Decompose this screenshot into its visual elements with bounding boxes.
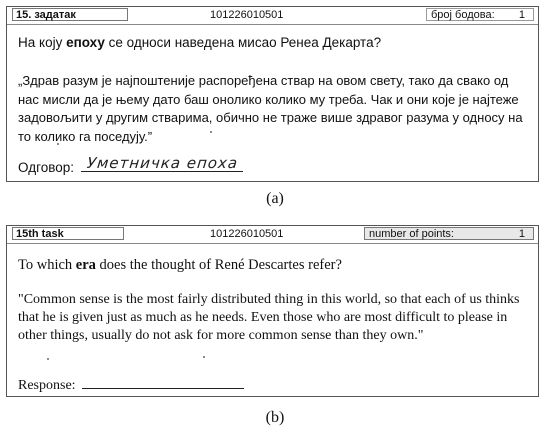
caption-b: (b) <box>265 409 285 426</box>
scan-speck <box>203 356 205 358</box>
points-box <box>364 227 534 240</box>
handwritten-answer: Уметничка епоха <box>85 154 239 172</box>
quote-text: "Common sense is the most fairly distributed thing in this world, so that each of us thinks that he is given just as much as he needs. Even those who are most difficult to please in other things, usually do not ask for more common sense than they own." <box>18 292 520 343</box>
answer-field[interactable] <box>81 154 243 172</box>
question-keyword: епоху <box>66 35 105 50</box>
answer-field[interactable] <box>82 374 244 389</box>
answer-row <box>18 374 244 395</box>
quote-text: „Здрав разум је најпоштеније распоређена ствар на овом свету, тако да свако од нас мисли да је њему дато баш онолико колико му треба. Чак и они које је најтеже задовољити у другим стварима, обично не траже више здравог разума у односу на то колико га поседују.” <box>18 73 523 144</box>
points-label: number of points: <box>369 228 454 240</box>
task-number-label: 15th task <box>12 227 124 240</box>
exam-task-panel-original <box>6 6 539 182</box>
question-keyword: era <box>75 257 96 273</box>
answer-row <box>18 154 243 177</box>
scan-speck <box>57 143 59 145</box>
task-code: 101226010501 <box>210 9 284 21</box>
question-pre: To which <box>18 257 76 273</box>
exam-task-panel-translated <box>6 225 539 397</box>
task-code: 101226010501 <box>210 228 284 240</box>
caption-a: (a) <box>266 190 284 207</box>
task-header <box>7 226 538 244</box>
answer-label: Одговор: <box>18 160 75 175</box>
scan-speck <box>47 358 49 360</box>
question-post: does the thought of René Descartes refer? <box>95 257 342 273</box>
question-post: се односи наведена мисао Ренеа Декарта? <box>104 35 382 50</box>
points-box <box>426 8 534 21</box>
question-text <box>18 256 342 274</box>
points-label: број бодова: <box>431 9 495 21</box>
points-value: 1 <box>518 228 525 240</box>
points-value: 1 <box>518 9 525 21</box>
scan-speck <box>210 131 212 133</box>
question-text <box>18 34 381 52</box>
question-pre: На коју <box>18 35 67 50</box>
answer-label: Response: <box>18 378 76 393</box>
task-header <box>7 7 538 25</box>
task-number-label: 15. задатак <box>12 8 128 21</box>
